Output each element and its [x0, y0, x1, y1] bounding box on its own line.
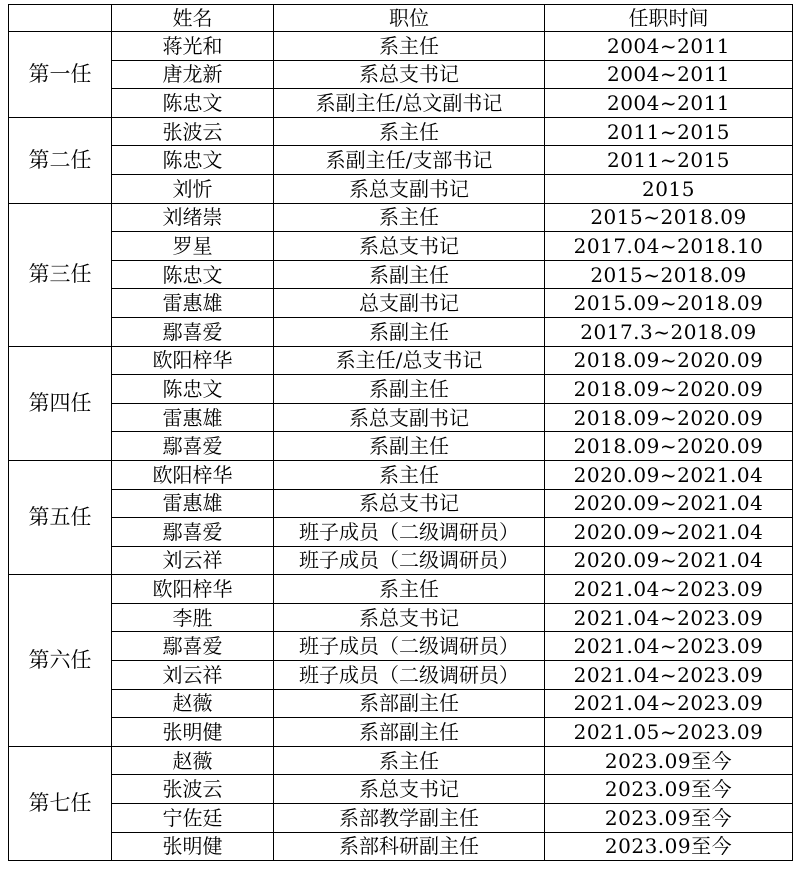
name-cell: 鄢喜爱 — [112, 432, 274, 461]
period-cell: 2017.04~2018.10 — [545, 232, 793, 261]
table-row — [9, 89, 793, 118]
position-cell: 系副主任 — [274, 260, 545, 289]
position-cell: 系部科研副主任 — [274, 832, 545, 861]
position-cell: 系总支副书记 — [274, 174, 545, 203]
name-cell: 雷惠雄 — [112, 489, 274, 518]
period-cell: 2015~2018.09 — [545, 203, 793, 232]
name-cell: 欧阳梓华 — [112, 460, 274, 489]
name-cell: 李胜 — [112, 603, 274, 632]
position-cell: 系主任 — [274, 32, 545, 61]
position-cell: 系部教学副主任 — [274, 804, 545, 833]
table-row — [9, 775, 793, 804]
table-row — [9, 804, 793, 833]
table-row — [9, 117, 793, 146]
period-cell: 2021.04~2023.09 — [545, 689, 793, 718]
table-row — [9, 174, 793, 203]
table-row — [9, 489, 793, 518]
position-cell: 系副主任/总文副书记 — [274, 89, 545, 118]
table-body — [9, 32, 793, 861]
position-cell: 系总支书记 — [274, 489, 545, 518]
name-cell: 张波云 — [112, 775, 274, 804]
name-cell: 陈忠文 — [112, 146, 274, 175]
period-cell: 2023.09至今 — [545, 746, 793, 775]
period-cell: 2018.09~2020.09 — [545, 432, 793, 461]
position-cell: 系副主任 — [274, 317, 545, 346]
position-cell: 系总支书记 — [274, 232, 545, 261]
period-cell: 2004~2011 — [545, 89, 793, 118]
period-cell: 2021.05~2023.09 — [545, 718, 793, 747]
period-cell: 2021.04~2023.09 — [545, 632, 793, 661]
position-cell: 班子成员（二级调研员） — [274, 632, 545, 661]
table-row — [9, 718, 793, 747]
table-row — [9, 832, 793, 861]
period-cell: 2023.09至今 — [545, 775, 793, 804]
name-cell: 鄢喜爱 — [112, 632, 274, 661]
name-cell: 刘绪崇 — [112, 203, 274, 232]
table-row — [9, 518, 793, 547]
table-row — [9, 632, 793, 661]
period-cell: 2018.09~2020.09 — [545, 375, 793, 404]
period-cell: 2021.04~2023.09 — [545, 575, 793, 604]
position-cell: 系部副主任 — [274, 718, 545, 747]
table-row — [9, 661, 793, 690]
table-row — [9, 460, 793, 489]
position-cell: 系总支书记 — [274, 60, 545, 89]
name-cell: 刘云祥 — [112, 546, 274, 575]
name-cell: 陈忠文 — [112, 260, 274, 289]
table-row — [9, 260, 793, 289]
table-row — [9, 317, 793, 346]
table-row — [9, 575, 793, 604]
position-cell: 系副主任 — [274, 432, 545, 461]
table-row — [9, 289, 793, 318]
header-period: 任职时间 — [545, 5, 793, 32]
name-cell: 张波云 — [112, 117, 274, 146]
name-cell: 张明健 — [112, 832, 274, 861]
period-cell: 2011~2015 — [545, 117, 793, 146]
position-cell: 系主任 — [274, 117, 545, 146]
table-row — [9, 546, 793, 575]
period-cell: 2020.09~2021.04 — [545, 518, 793, 547]
name-cell: 雷惠雄 — [112, 289, 274, 318]
period-cell: 2004~2011 — [545, 60, 793, 89]
position-cell: 系总支副书记 — [274, 403, 545, 432]
table-row — [9, 432, 793, 461]
term-label: 第七任 — [9, 746, 112, 860]
table-row — [9, 60, 793, 89]
position-cell: 系主任 — [274, 575, 545, 604]
table-row — [9, 689, 793, 718]
header-position: 职位 — [274, 5, 545, 32]
position-cell: 系主任 — [274, 203, 545, 232]
name-cell: 刘忻 — [112, 174, 274, 203]
term-label: 第三任 — [9, 203, 112, 346]
name-cell: 唐龙新 — [112, 60, 274, 89]
name-cell: 赵薇 — [112, 746, 274, 775]
header-name: 姓名 — [112, 5, 274, 32]
period-cell: 2017.3~2018.09 — [545, 317, 793, 346]
name-cell: 张明健 — [112, 718, 274, 747]
header-term — [9, 5, 112, 32]
name-cell: 陈忠文 — [112, 89, 274, 118]
name-cell: 刘云祥 — [112, 661, 274, 690]
table-row — [9, 403, 793, 432]
table-row — [9, 32, 793, 61]
name-cell: 欧阳梓华 — [112, 346, 274, 375]
table-row — [9, 603, 793, 632]
name-cell: 雷惠雄 — [112, 403, 274, 432]
period-cell: 2011~2015 — [545, 146, 793, 175]
table-row — [9, 375, 793, 404]
period-cell: 2021.04~2023.09 — [545, 603, 793, 632]
period-cell: 2020.09~2021.04 — [545, 460, 793, 489]
name-cell: 欧阳梓华 — [112, 575, 274, 604]
table-row — [9, 146, 793, 175]
period-cell: 2023.09至今 — [545, 832, 793, 861]
period-cell: 2015~2018.09 — [545, 260, 793, 289]
position-cell: 班子成员（二级调研员） — [274, 518, 545, 547]
period-cell: 2023.09至今 — [545, 804, 793, 833]
period-cell: 2015.09~2018.09 — [545, 289, 793, 318]
position-cell: 系主任 — [274, 746, 545, 775]
term-label: 第二任 — [9, 117, 112, 203]
position-cell: 班子成员（二级调研员） — [274, 546, 545, 575]
header-row — [9, 5, 793, 32]
table-row — [9, 346, 793, 375]
position-cell: 系总支书记 — [274, 603, 545, 632]
name-cell: 罗星 — [112, 232, 274, 261]
name-cell: 鄢喜爱 — [112, 317, 274, 346]
position-cell: 班子成员（二级调研员） — [274, 661, 545, 690]
name-cell: 宁佐廷 — [112, 804, 274, 833]
name-cell: 陈忠文 — [112, 375, 274, 404]
position-cell: 系总支书记 — [274, 775, 545, 804]
position-cell: 总支副书记 — [274, 289, 545, 318]
position-cell: 系副主任/支部书记 — [274, 146, 545, 175]
period-cell: 2015 — [545, 174, 793, 203]
period-cell: 2004~2011 — [545, 32, 793, 61]
term-label: 第四任 — [9, 346, 112, 460]
position-cell: 系主任/总支书记 — [274, 346, 545, 375]
period-cell: 2021.04~2023.09 — [545, 661, 793, 690]
position-cell: 系主任 — [274, 460, 545, 489]
position-cell: 系副主任 — [274, 375, 545, 404]
table-row — [9, 232, 793, 261]
table-row — [9, 746, 793, 775]
period-cell: 2018.09~2020.09 — [545, 403, 793, 432]
period-cell: 2020.09~2021.04 — [545, 489, 793, 518]
leadership-table — [8, 4, 793, 861]
term-label: 第一任 — [9, 32, 112, 118]
period-cell: 2020.09~2021.04 — [545, 546, 793, 575]
term-label: 第五任 — [9, 460, 112, 574]
period-cell: 2018.09~2020.09 — [545, 346, 793, 375]
table-row — [9, 203, 793, 232]
name-cell: 鄢喜爱 — [112, 518, 274, 547]
term-label: 第六任 — [9, 575, 112, 747]
name-cell: 赵薇 — [112, 689, 274, 718]
name-cell: 蒋光和 — [112, 32, 274, 61]
position-cell: 系部副主任 — [274, 689, 545, 718]
